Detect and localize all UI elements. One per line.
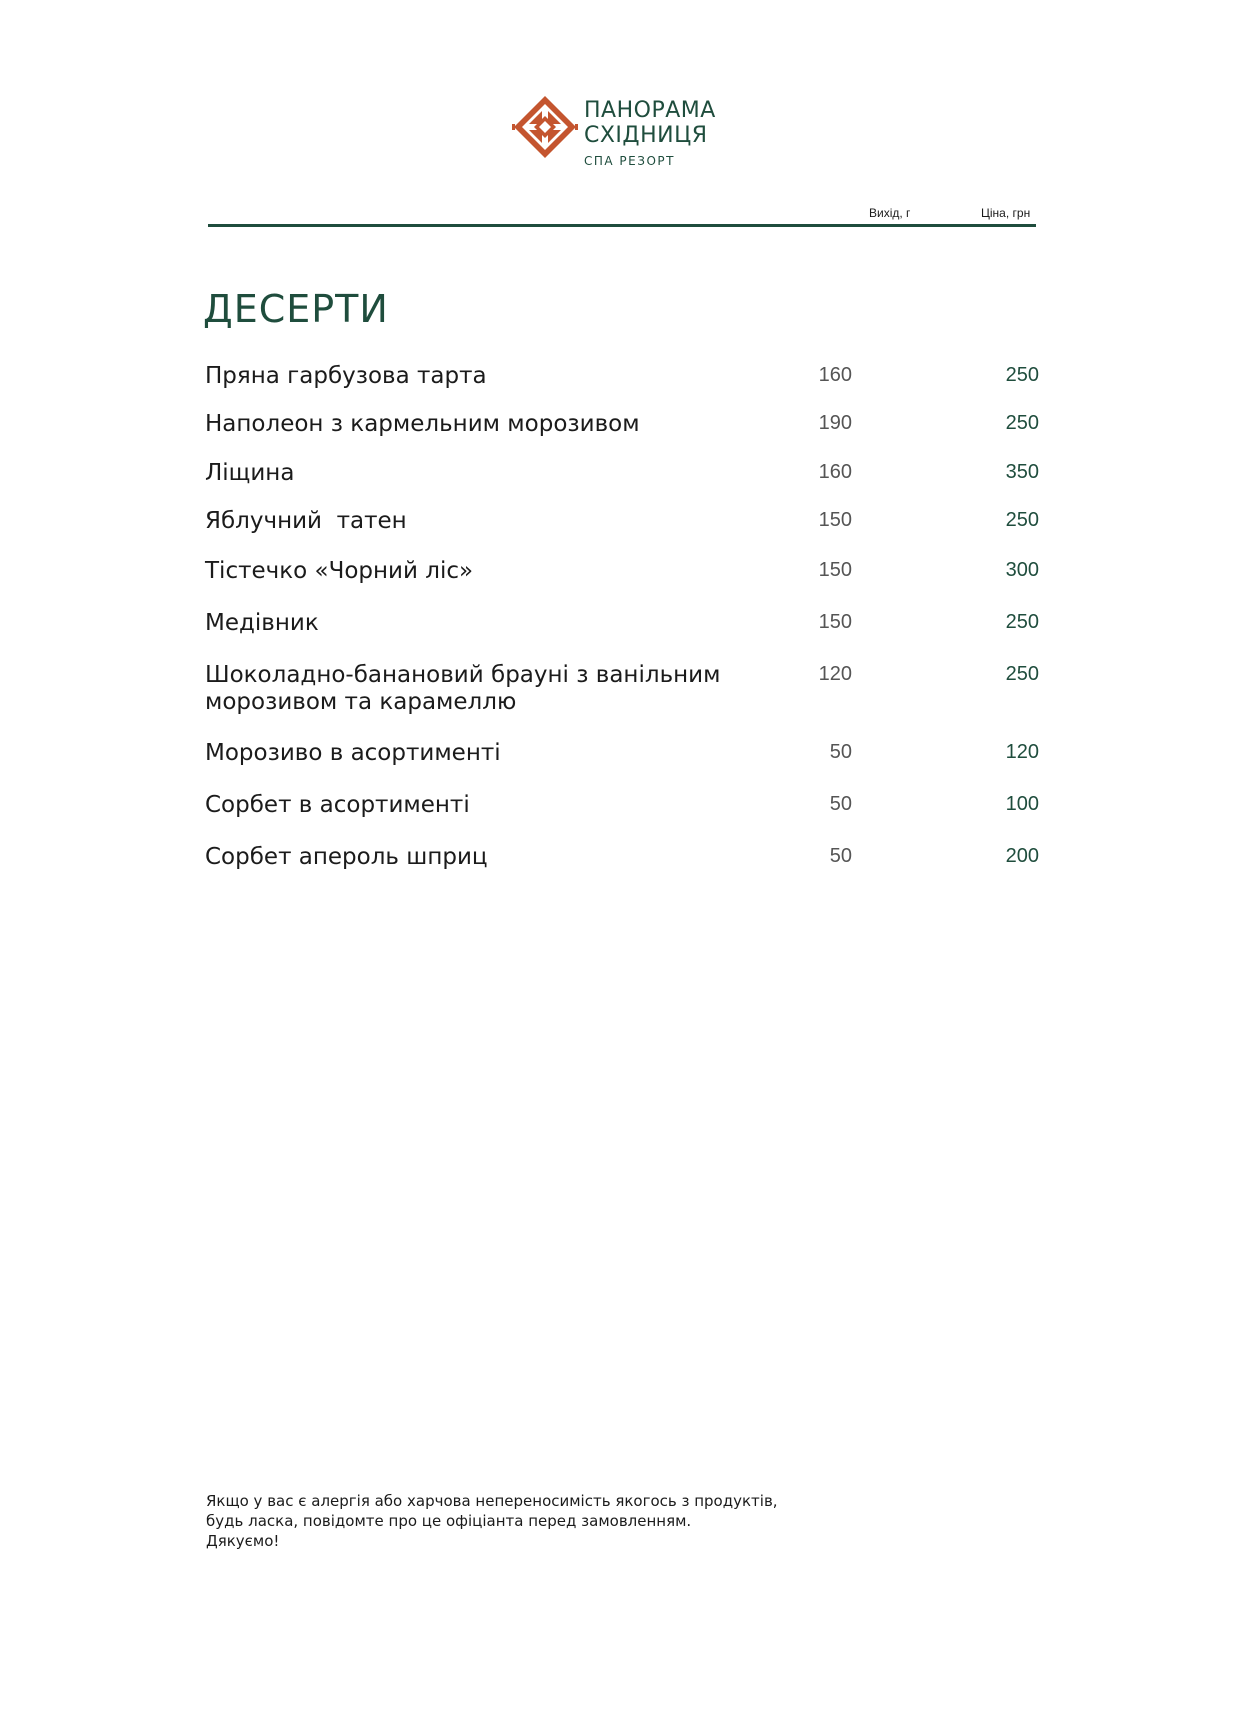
menu-item-weight: 120 — [818, 663, 852, 685]
menu-item — [205, 411, 1039, 451]
menu-item — [205, 662, 1039, 722]
menu-item-price: 200 — [1005, 845, 1039, 867]
allergy-note — [206, 1491, 778, 1551]
menu-item — [205, 460, 1039, 500]
menu-item — [205, 844, 1039, 884]
menu-item-weight: 150 — [818, 509, 852, 531]
section-title: ДЕСЕРТИ — [203, 287, 389, 331]
allergy-note-line1: Якщо у вас є алергія або харчова непереносимість якогось з продуктів, — [206, 1492, 778, 1510]
menu-item-weight: 190 — [818, 412, 852, 434]
brand-name-line1: ПАНОРАМА — [584, 98, 716, 123]
menu-item-name: Шоколадно-банановий брауні з ванільним морозивом та карамеллю — [205, 662, 721, 715]
menu-item-price: 100 — [1005, 793, 1039, 815]
menu-item-weight: 150 — [818, 559, 852, 581]
allergy-note-line3: Дякуємо! — [206, 1532, 280, 1550]
menu-item-name: Сорбет апероль шприц — [205, 844, 488, 870]
menu-item — [205, 792, 1039, 832]
menu-item-weight: 50 — [829, 793, 852, 815]
menu-item-name: Ліщина — [205, 460, 295, 486]
brand-subtitle: СПА РЕЗОРТ — [584, 154, 675, 168]
menu-item-name: Наполеон з кармельним морозивом — [205, 411, 640, 437]
price-column-header: Ціна, грн — [981, 206, 1031, 220]
menu-item-weight: 50 — [829, 741, 852, 763]
menu-item — [205, 740, 1039, 780]
menu-item — [205, 610, 1039, 650]
menu-item-name: Тістечко «Чорний ліс» — [205, 558, 474, 584]
menu-item-price: 250 — [1005, 509, 1039, 531]
menu-item-price: 300 — [1005, 559, 1039, 581]
menu-item-name: Пряна гарбузова тарта — [205, 363, 487, 389]
menu-item-price: 250 — [1005, 663, 1039, 685]
menu-item-name: Морозиво в асортименті — [205, 740, 501, 766]
menu-item — [205, 558, 1039, 598]
menu-item-price: 250 — [1005, 364, 1039, 386]
menu-item-price: 350 — [1005, 461, 1039, 483]
menu-item-price: 250 — [1005, 611, 1039, 633]
allergy-note-line2: будь ласка, повідомте про це офіціанта перед замовленням. — [206, 1512, 692, 1530]
menu-item-weight: 50 — [829, 845, 852, 867]
menu-item — [205, 508, 1039, 548]
brand-name-line2: СХІДНИЦЯ — [584, 123, 708, 148]
menu-item-price: 250 — [1005, 412, 1039, 434]
menu-item-name: Сорбет в асортименті — [205, 792, 470, 818]
menu-item-weight: 160 — [818, 461, 852, 483]
menu-item-weight: 150 — [818, 611, 852, 633]
menu-item-name: Яблучний татен — [205, 508, 407, 534]
menu-item-name: Медівник — [205, 610, 319, 636]
resort-logo — [512, 94, 732, 174]
menu-item — [205, 363, 1039, 403]
ornament-logo-icon — [512, 94, 578, 160]
menu-item-weight: 160 — [818, 364, 852, 386]
weight-column-header: Вихід, г — [869, 206, 911, 220]
header-divider — [208, 224, 1036, 227]
menu-item-price: 120 — [1005, 741, 1039, 763]
